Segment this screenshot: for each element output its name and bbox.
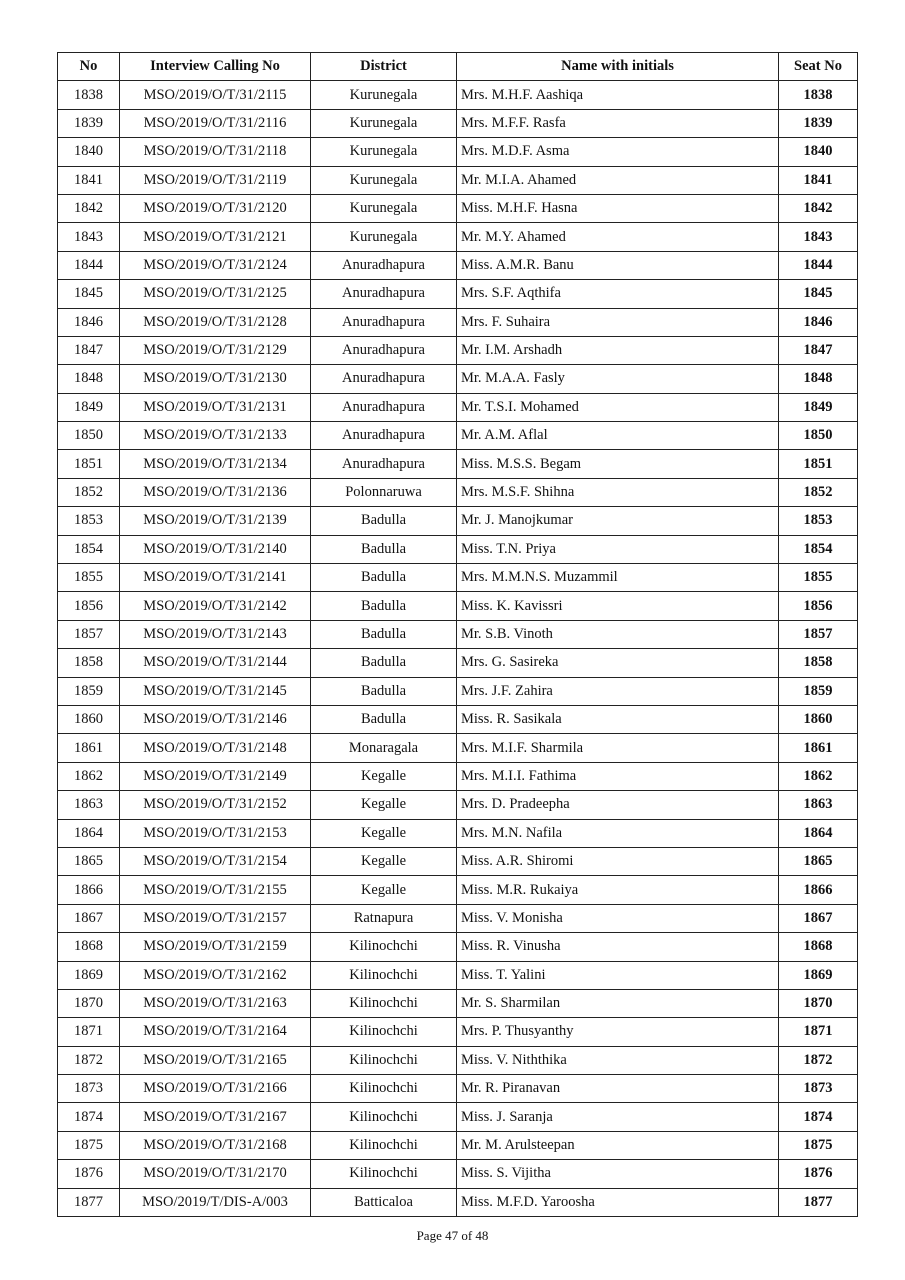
table-row bbox=[58, 422, 858, 450]
cell-name: Miss. V. Niththika bbox=[457, 1046, 779, 1074]
cell-interview-calling-no: MSO/2019/O/T/31/2159 bbox=[120, 933, 311, 961]
cell-seat-no: 1855 bbox=[779, 564, 858, 592]
candidate-table bbox=[57, 52, 858, 1217]
cell-district: Kegalle bbox=[311, 847, 457, 875]
cell-interview-calling-no: MSO/2019/O/T/31/2142 bbox=[120, 592, 311, 620]
cell-no: 1862 bbox=[58, 762, 120, 790]
cell-no: 1870 bbox=[58, 989, 120, 1017]
cell-name: Miss. J. Saranja bbox=[457, 1103, 779, 1131]
cell-no: 1845 bbox=[58, 280, 120, 308]
cell-district: Badulla bbox=[311, 535, 457, 563]
cell-district: Kegalle bbox=[311, 876, 457, 904]
cell-no: 1851 bbox=[58, 450, 120, 478]
table-row bbox=[58, 734, 858, 762]
cell-interview-calling-no: MSO/2019/O/T/31/2115 bbox=[120, 81, 311, 109]
cell-name: Miss. A.R. Shiromi bbox=[457, 847, 779, 875]
table-row bbox=[58, 393, 858, 421]
cell-no: 1869 bbox=[58, 961, 120, 989]
cell-name: Mrs. M.H.F. Aashiqa bbox=[457, 81, 779, 109]
cell-seat-no: 1852 bbox=[779, 478, 858, 506]
cell-seat-no: 1877 bbox=[779, 1188, 858, 1216]
cell-name: Mrs. M.S.F. Shihna bbox=[457, 478, 779, 506]
cell-seat-no: 1864 bbox=[779, 819, 858, 847]
cell-no: 1868 bbox=[58, 933, 120, 961]
cell-seat-no: 1869 bbox=[779, 961, 858, 989]
header-interview-calling-no: Interview Calling No bbox=[120, 53, 311, 81]
cell-district: Badulla bbox=[311, 620, 457, 648]
cell-seat-no: 1842 bbox=[779, 194, 858, 222]
cell-no: 1848 bbox=[58, 365, 120, 393]
cell-seat-no: 1848 bbox=[779, 365, 858, 393]
cell-interview-calling-no: MSO/2019/O/T/31/2141 bbox=[120, 564, 311, 592]
cell-interview-calling-no: MSO/2019/O/T/31/2152 bbox=[120, 791, 311, 819]
table-row bbox=[58, 308, 858, 336]
cell-district: Anuradhapura bbox=[311, 365, 457, 393]
table-row bbox=[58, 989, 858, 1017]
table-row bbox=[58, 535, 858, 563]
cell-district: Badulla bbox=[311, 649, 457, 677]
table-row bbox=[58, 1075, 858, 1103]
cell-name: Mrs. G. Sasireka bbox=[457, 649, 779, 677]
cell-district: Badulla bbox=[311, 677, 457, 705]
table-row bbox=[58, 223, 858, 251]
table-row bbox=[58, 1131, 858, 1159]
cell-no: 1840 bbox=[58, 138, 120, 166]
cell-seat-no: 1868 bbox=[779, 933, 858, 961]
cell-district: Anuradhapura bbox=[311, 336, 457, 364]
cell-interview-calling-no: MSO/2019/O/T/31/2166 bbox=[120, 1075, 311, 1103]
cell-interview-calling-no: MSO/2019/O/T/31/2154 bbox=[120, 847, 311, 875]
cell-district: Kilinochchi bbox=[311, 1103, 457, 1131]
cell-interview-calling-no: MSO/2019/O/T/31/2168 bbox=[120, 1131, 311, 1159]
cell-district: Kilinochchi bbox=[311, 961, 457, 989]
cell-name: Miss. R. Sasikala bbox=[457, 705, 779, 733]
cell-seat-no: 1854 bbox=[779, 535, 858, 563]
cell-name: Mr. S. Sharmilan bbox=[457, 989, 779, 1017]
cell-name: Mr. A.M. Aflal bbox=[457, 422, 779, 450]
cell-district: Kilinochchi bbox=[311, 1160, 457, 1188]
cell-interview-calling-no: MSO/2019/O/T/31/2124 bbox=[120, 251, 311, 279]
cell-interview-calling-no: MSO/2019/O/T/31/2170 bbox=[120, 1160, 311, 1188]
cell-no: 1859 bbox=[58, 677, 120, 705]
cell-name: Mr. M. Arulsteepan bbox=[457, 1131, 779, 1159]
table-row bbox=[58, 961, 858, 989]
cell-district: Batticaloa bbox=[311, 1188, 457, 1216]
cell-interview-calling-no: MSO/2019/O/T/31/2157 bbox=[120, 904, 311, 932]
cell-name: Mr. R. Piranavan bbox=[457, 1075, 779, 1103]
cell-seat-no: 1838 bbox=[779, 81, 858, 109]
page-number: Page 47 of 48 bbox=[416, 1228, 489, 1243]
table-row bbox=[58, 251, 858, 279]
table-row bbox=[58, 762, 858, 790]
cell-district: Kegalle bbox=[311, 762, 457, 790]
cell-no: 1841 bbox=[58, 166, 120, 194]
cell-no: 1844 bbox=[58, 251, 120, 279]
cell-interview-calling-no: MSO/2019/O/T/31/2128 bbox=[120, 308, 311, 336]
cell-name: Mrs. M.D.F. Asma bbox=[457, 138, 779, 166]
cell-name: Mrs. M.M.N.S. Muzammil bbox=[457, 564, 779, 592]
table-row bbox=[58, 81, 858, 109]
cell-interview-calling-no: MSO/2019/O/T/31/2131 bbox=[120, 393, 311, 421]
cell-no: 1873 bbox=[58, 1075, 120, 1103]
cell-name: Mrs. M.N. Nafila bbox=[457, 819, 779, 847]
table-row bbox=[58, 705, 858, 733]
table-row bbox=[58, 677, 858, 705]
cell-name: Mrs. M.I.F. Sharmila bbox=[457, 734, 779, 762]
cell-name: Miss. M.F.D. Yaroosha bbox=[457, 1188, 779, 1216]
cell-interview-calling-no: MSO/2019/O/T/31/2164 bbox=[120, 1018, 311, 1046]
cell-seat-no: 1874 bbox=[779, 1103, 858, 1131]
header-no: No bbox=[58, 53, 120, 81]
cell-no: 1863 bbox=[58, 791, 120, 819]
table-row bbox=[58, 166, 858, 194]
cell-district: Kilinochchi bbox=[311, 1131, 457, 1159]
table-row bbox=[58, 450, 858, 478]
cell-no: 1875 bbox=[58, 1131, 120, 1159]
cell-district: Badulla bbox=[311, 592, 457, 620]
cell-interview-calling-no: MSO/2019/O/T/31/2118 bbox=[120, 138, 311, 166]
cell-seat-no: 1847 bbox=[779, 336, 858, 364]
cell-interview-calling-no: MSO/2019/O/T/31/2120 bbox=[120, 194, 311, 222]
cell-seat-no: 1876 bbox=[779, 1160, 858, 1188]
cell-seat-no: 1865 bbox=[779, 847, 858, 875]
cell-no: 1854 bbox=[58, 535, 120, 563]
cell-no: 1855 bbox=[58, 564, 120, 592]
table-row bbox=[58, 365, 858, 393]
cell-no: 1857 bbox=[58, 620, 120, 648]
table-row bbox=[58, 876, 858, 904]
table-row bbox=[58, 336, 858, 364]
cell-district: Anuradhapura bbox=[311, 308, 457, 336]
cell-interview-calling-no: MSO/2019/O/T/31/2162 bbox=[120, 961, 311, 989]
table-row bbox=[58, 507, 858, 535]
cell-seat-no: 1861 bbox=[779, 734, 858, 762]
cell-district: Kurunegala bbox=[311, 166, 457, 194]
cell-interview-calling-no: MSO/2019/O/T/31/2133 bbox=[120, 422, 311, 450]
cell-no: 1850 bbox=[58, 422, 120, 450]
cell-seat-no: 1866 bbox=[779, 876, 858, 904]
cell-district: Kurunegala bbox=[311, 223, 457, 251]
cell-seat-no: 1846 bbox=[779, 308, 858, 336]
cell-interview-calling-no: MSO/2019/O/T/31/2136 bbox=[120, 478, 311, 506]
cell-no: 1847 bbox=[58, 336, 120, 364]
cell-seat-no: 1871 bbox=[779, 1018, 858, 1046]
cell-no: 1861 bbox=[58, 734, 120, 762]
cell-interview-calling-no: MSO/2019/O/T/31/2153 bbox=[120, 819, 311, 847]
cell-district: Anuradhapura bbox=[311, 280, 457, 308]
cell-district: Anuradhapura bbox=[311, 422, 457, 450]
cell-seat-no: 1867 bbox=[779, 904, 858, 932]
cell-no: 1866 bbox=[58, 876, 120, 904]
cell-seat-no: 1863 bbox=[779, 791, 858, 819]
table-row bbox=[58, 592, 858, 620]
cell-seat-no: 1859 bbox=[779, 677, 858, 705]
cell-seat-no: 1862 bbox=[779, 762, 858, 790]
cell-seat-no: 1856 bbox=[779, 592, 858, 620]
cell-seat-no: 1851 bbox=[779, 450, 858, 478]
cell-no: 1867 bbox=[58, 904, 120, 932]
cell-name: Miss. A.M.R. Banu bbox=[457, 251, 779, 279]
cell-no: 1864 bbox=[58, 819, 120, 847]
cell-no: 1843 bbox=[58, 223, 120, 251]
cell-interview-calling-no: MSO/2019/O/T/31/2119 bbox=[120, 166, 311, 194]
table-row bbox=[58, 649, 858, 677]
cell-interview-calling-no: MSO/2019/O/T/31/2143 bbox=[120, 620, 311, 648]
cell-interview-calling-no: MSO/2019/O/T/31/2121 bbox=[120, 223, 311, 251]
cell-name: Miss. K. Kavissri bbox=[457, 592, 779, 620]
cell-no: 1856 bbox=[58, 592, 120, 620]
cell-name: Mr. M.Y. Ahamed bbox=[457, 223, 779, 251]
cell-name: Miss. M.H.F. Hasna bbox=[457, 194, 779, 222]
cell-name: Mrs. M.F.F. Rasfa bbox=[457, 109, 779, 137]
table-row bbox=[58, 933, 858, 961]
table-row bbox=[58, 194, 858, 222]
cell-district: Kurunegala bbox=[311, 138, 457, 166]
cell-no: 1874 bbox=[58, 1103, 120, 1131]
cell-interview-calling-no: MSO/2019/O/T/31/2167 bbox=[120, 1103, 311, 1131]
header-seat-no: Seat No bbox=[779, 53, 858, 81]
cell-no: 1865 bbox=[58, 847, 120, 875]
cell-district: Kilinochchi bbox=[311, 989, 457, 1017]
cell-seat-no: 1849 bbox=[779, 393, 858, 421]
cell-district: Kilinochchi bbox=[311, 933, 457, 961]
cell-name: Mr. T.S.I. Mohamed bbox=[457, 393, 779, 421]
cell-no: 1858 bbox=[58, 649, 120, 677]
cell-no: 1849 bbox=[58, 393, 120, 421]
table-row bbox=[58, 564, 858, 592]
cell-name: Miss. T. Yalini bbox=[457, 961, 779, 989]
cell-no: 1852 bbox=[58, 478, 120, 506]
cell-interview-calling-no: MSO/2019/O/T/31/2144 bbox=[120, 649, 311, 677]
cell-district: Badulla bbox=[311, 507, 457, 535]
header-district: District bbox=[311, 53, 457, 81]
cell-name: Mr. I.M. Arshadh bbox=[457, 336, 779, 364]
cell-district: Badulla bbox=[311, 705, 457, 733]
table-row bbox=[58, 904, 858, 932]
cell-name: Miss. S. Vijitha bbox=[457, 1160, 779, 1188]
cell-seat-no: 1870 bbox=[779, 989, 858, 1017]
cell-seat-no: 1853 bbox=[779, 507, 858, 535]
cell-seat-no: 1840 bbox=[779, 138, 858, 166]
table-body bbox=[58, 81, 858, 1217]
table-row bbox=[58, 109, 858, 137]
cell-interview-calling-no: MSO/2019/O/T/31/2139 bbox=[120, 507, 311, 535]
cell-name: Mrs. F. Suhaira bbox=[457, 308, 779, 336]
cell-no: 1877 bbox=[58, 1188, 120, 1216]
cell-interview-calling-no: MSO/2019/O/T/31/2148 bbox=[120, 734, 311, 762]
cell-name: Miss. T.N. Priya bbox=[457, 535, 779, 563]
table-row bbox=[58, 1018, 858, 1046]
table-row bbox=[58, 280, 858, 308]
cell-district: Badulla bbox=[311, 564, 457, 592]
table-row bbox=[58, 1160, 858, 1188]
table-row bbox=[58, 1188, 858, 1216]
cell-district: Kilinochchi bbox=[311, 1046, 457, 1074]
cell-district: Anuradhapura bbox=[311, 450, 457, 478]
cell-interview-calling-no: MSO/2019/O/T/31/2134 bbox=[120, 450, 311, 478]
cell-no: 1872 bbox=[58, 1046, 120, 1074]
cell-interview-calling-no: MSO/2019/O/T/31/2130 bbox=[120, 365, 311, 393]
cell-interview-calling-no: MSO/2019/T/DIS-A/003 bbox=[120, 1188, 311, 1216]
cell-district: Ratnapura bbox=[311, 904, 457, 932]
cell-name: Miss. R. Vinusha bbox=[457, 933, 779, 961]
cell-district: Kurunegala bbox=[311, 81, 457, 109]
cell-no: 1871 bbox=[58, 1018, 120, 1046]
cell-district: Kegalle bbox=[311, 819, 457, 847]
cell-no: 1853 bbox=[58, 507, 120, 535]
cell-district: Anuradhapura bbox=[311, 251, 457, 279]
cell-seat-no: 1841 bbox=[779, 166, 858, 194]
cell-name: Miss. M.R. Rukaiya bbox=[457, 876, 779, 904]
cell-no: 1876 bbox=[58, 1160, 120, 1188]
cell-interview-calling-no: MSO/2019/O/T/31/2146 bbox=[120, 705, 311, 733]
header-name-with-initials: Name with initials bbox=[457, 53, 779, 81]
cell-no: 1860 bbox=[58, 705, 120, 733]
cell-seat-no: 1845 bbox=[779, 280, 858, 308]
table-row bbox=[58, 138, 858, 166]
cell-name: Mrs. M.I.I. Fathima bbox=[457, 762, 779, 790]
cell-interview-calling-no: MSO/2019/O/T/31/2163 bbox=[120, 989, 311, 1017]
cell-district: Anuradhapura bbox=[311, 393, 457, 421]
table-row bbox=[58, 478, 858, 506]
cell-seat-no: 1873 bbox=[779, 1075, 858, 1103]
cell-name: Mrs. P. Thusyanthy bbox=[457, 1018, 779, 1046]
cell-district: Kilinochchi bbox=[311, 1075, 457, 1103]
cell-seat-no: 1844 bbox=[779, 251, 858, 279]
table-row bbox=[58, 791, 858, 819]
cell-no: 1838 bbox=[58, 81, 120, 109]
cell-seat-no: 1857 bbox=[779, 620, 858, 648]
cell-seat-no: 1843 bbox=[779, 223, 858, 251]
cell-interview-calling-no: MSO/2019/O/T/31/2116 bbox=[120, 109, 311, 137]
cell-interview-calling-no: MSO/2019/O/T/31/2165 bbox=[120, 1046, 311, 1074]
cell-seat-no: 1860 bbox=[779, 705, 858, 733]
table-row bbox=[58, 847, 858, 875]
table-row bbox=[58, 1103, 858, 1131]
table-row bbox=[58, 620, 858, 648]
cell-seat-no: 1875 bbox=[779, 1131, 858, 1159]
cell-name: Mrs. J.F. Zahira bbox=[457, 677, 779, 705]
cell-name: Miss. V. Monisha bbox=[457, 904, 779, 932]
cell-district: Monaragala bbox=[311, 734, 457, 762]
cell-name: Mr. M.I.A. Ahamed bbox=[457, 166, 779, 194]
cell-interview-calling-no: MSO/2019/O/T/31/2149 bbox=[120, 762, 311, 790]
cell-seat-no: 1872 bbox=[779, 1046, 858, 1074]
table-row bbox=[58, 819, 858, 847]
cell-name: Mr. M.A.A. Fasly bbox=[457, 365, 779, 393]
cell-district: Polonnaruwa bbox=[311, 478, 457, 506]
cell-interview-calling-no: MSO/2019/O/T/31/2155 bbox=[120, 876, 311, 904]
cell-seat-no: 1839 bbox=[779, 109, 858, 137]
cell-interview-calling-no: MSO/2019/O/T/31/2140 bbox=[120, 535, 311, 563]
cell-seat-no: 1858 bbox=[779, 649, 858, 677]
cell-district: Kegalle bbox=[311, 791, 457, 819]
cell-interview-calling-no: MSO/2019/O/T/31/2145 bbox=[120, 677, 311, 705]
cell-interview-calling-no: MSO/2019/O/T/31/2129 bbox=[120, 336, 311, 364]
cell-no: 1846 bbox=[58, 308, 120, 336]
table-header-row bbox=[58, 53, 858, 81]
cell-seat-no: 1850 bbox=[779, 422, 858, 450]
cell-district: Kurunegala bbox=[311, 194, 457, 222]
cell-name: Mrs. D. Pradeepha bbox=[457, 791, 779, 819]
cell-district: Kurunegala bbox=[311, 109, 457, 137]
cell-name: Miss. M.S.S. Begam bbox=[457, 450, 779, 478]
cell-no: 1839 bbox=[58, 109, 120, 137]
cell-no: 1842 bbox=[58, 194, 120, 222]
cell-name: Mr. J. Manojkumar bbox=[457, 507, 779, 535]
table-row bbox=[58, 1046, 858, 1074]
cell-district: Kilinochchi bbox=[311, 1018, 457, 1046]
cell-name: Mr. S.B. Vinoth bbox=[457, 620, 779, 648]
cell-name: Mrs. S.F. Aqthifa bbox=[457, 280, 779, 308]
cell-interview-calling-no: MSO/2019/O/T/31/2125 bbox=[120, 280, 311, 308]
